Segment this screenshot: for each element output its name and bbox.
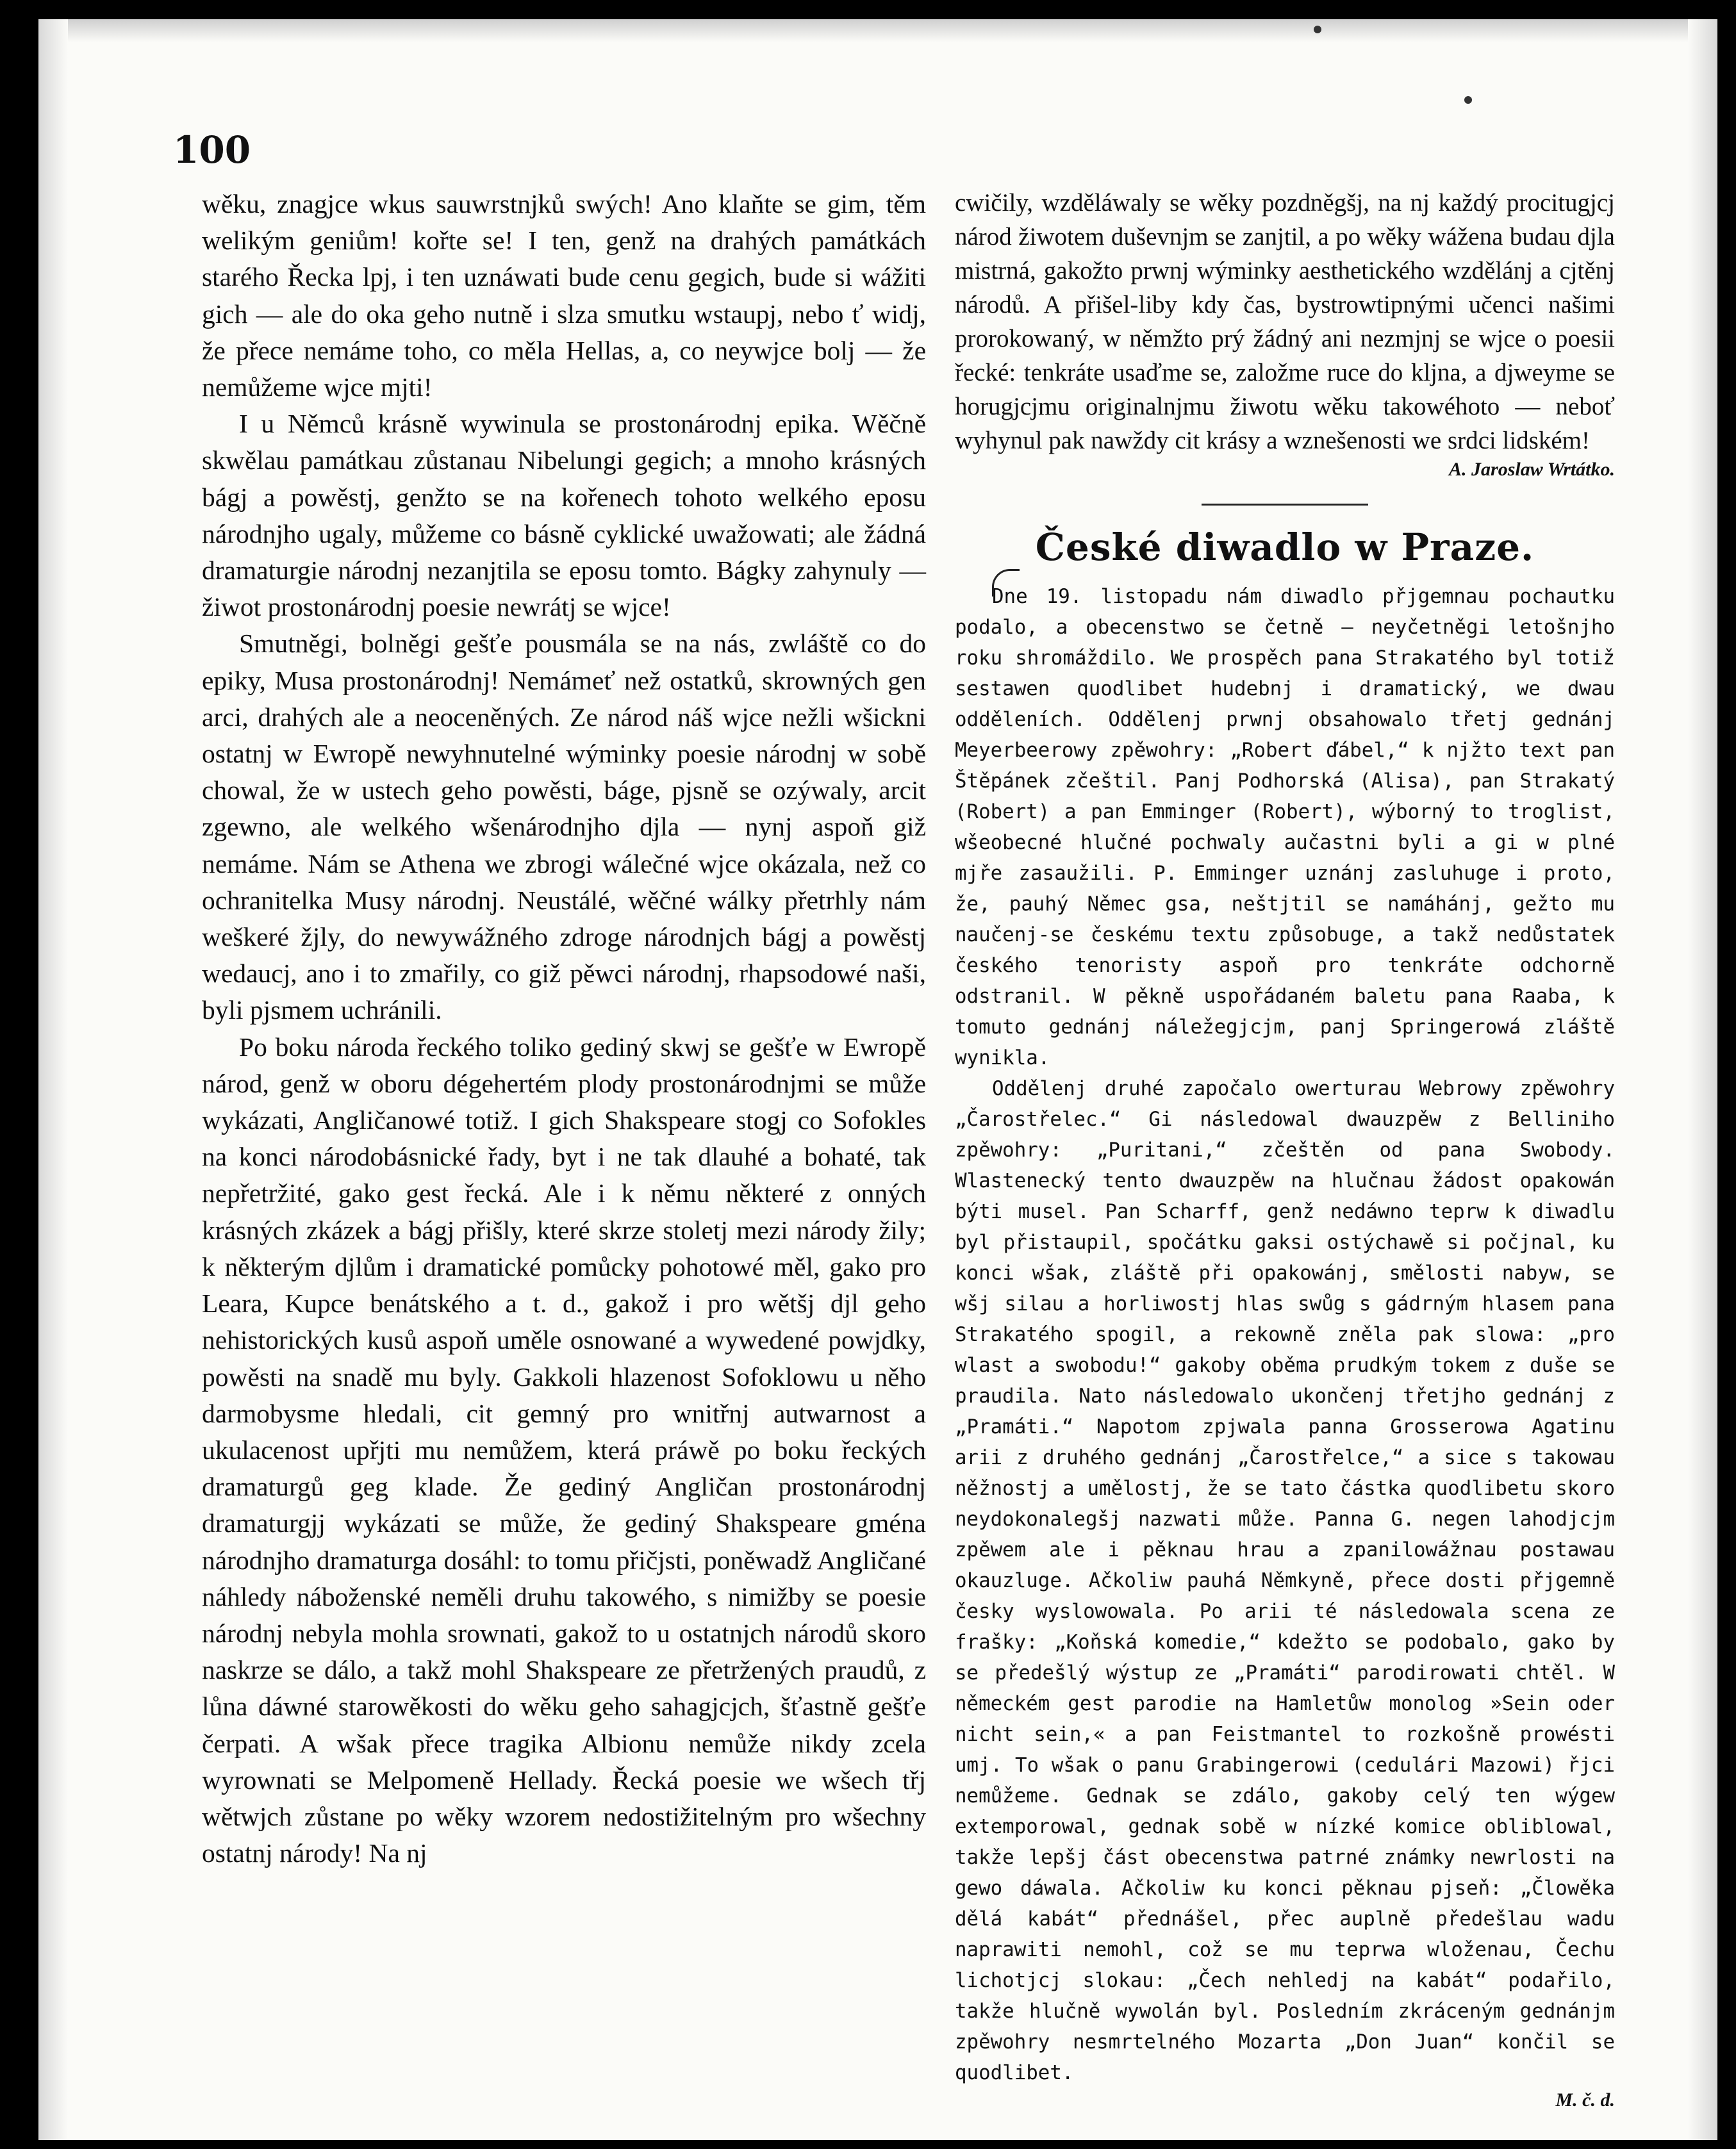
article-heading: České diwadlo w Praze.	[1035, 525, 1535, 569]
article-signature: M. č. d.	[1555, 2089, 1615, 2111]
page-right-edge	[1688, 19, 1717, 2140]
paragraph: wěku, znagjce wkus sauwrstnjků swých! Ano klaňte se gim, těm welikým geniům! kořte se! I ten, genž na drahých památkách starého Řecka lpj, i ten uznáwati bude cenu gegich, bude si wážiti gich — ale do oka geho nutně i slza smutku wstaupj, nebo ť widj, že přece nemáme toho, co měla Hellas, a, co neywjce bolj — že nemůžeme wjce mjti!	[202, 189, 926, 402]
page-top-shadow	[38, 19, 1717, 42]
ink-speck	[1314, 26, 1321, 33]
section-divider	[1202, 504, 1368, 506]
page-sheet	[38, 19, 1717, 2140]
left-column	[202, 186, 926, 1872]
author-signature: A. Jaroslaw Wrtátko.	[1449, 459, 1615, 480]
paragraph: Po boku národa řeckého toliko gediný skwj se gešťe w Ewropě národ, genž w oboru dégehertém plody prostonárodnjmi se může wykázati, Angličanowé totiž. I gich Shakspeare stogj co Sofokles na konci národobásnické řady, byt i ne tak dlauhé a bohaté, tak nepřetržité, gako gest řecká. Ale i k němu některé z onných krásných zkázek a bágj přišly, které skrze stoletj mezi národy žily; k některým djlům i dramatické pomůcky pohotowé měl, gako pro Leara, Kupce benátského a t. d., gakož i pro wětšj djl geho nehistorických kusů aspoň uměle osnowané a wywedené powjdky, powěsti na snadě mu byly. Gakkoli hlazenost Sofoklowu u něho darmobysme hledali, cit gemný pro wnitřnj autwarnost a ukulacenost upřjti mu nemůžem, která práwě po boku řeckých dramaturgů geg klade. Že gediný Angličan prostonárodnj dramaturgjj wykázati se může, že gediný Shakspeare gména národnjho dramaturga dosáhl: to tomu přičjsti, poněwadž Angličané náhledy náboženské neměli druhu takowého, s nimižby se poesie národnj nebyla mohla srownati, gakož to u ostatnjch národů skoro naskrze se dálo, a takž mohl Shakspeare ze přetržených praudů, z lůna dáwné starowěkosti do wěku geho sahagjcjch, šťastně gešťe čerpati. A wšak přece tragika Albionu nemůže nikdy zcela wyrownati se Melpomeně Hellady. Řecká poesie we wšech třj wětwjch zůstane po wěky wzorem nedostižitelným pro wšechny ostatnj národy! Na nj	[202, 1032, 926, 1868]
page-left-edge	[38, 19, 68, 2140]
page-number: 100	[173, 128, 251, 172]
paragraph: Smutněgi, bolněgi gešťe pousmála se na nás, zwláště co do epiky, Musa prostonárodnj! Nemámeť než ostatků, skrowných gen arci, drahých ale a neoceněných. Ze národ náš wjce nežli wšickni ostatnj w Ewropě newyhnutelné wýminky poesie národnj w sobě chowal, že w ustech geho powěsti, báge, pjsně se ozýwaly, arcit zgewno, ale welkého wšenárodnjho djla — nynj aspoň giž nemáme. Nám se Athena we zbrogi wálečné wjce okázala, než co ochranitelka Musy národnj. Neustálé, wěčné wálky přetrhly nám weškeré žjly, do newywážného zdroge národnjch bágj a powěstj wedaucj, ano i to zmařily, co giž pěwci národnj, rhapsodowé naši, byli pjsmem uchránili.	[202, 629, 926, 1025]
article-body	[955, 581, 1615, 2088]
paragraph: Dne 19. listopadu nám diwadlo přjgemnau pochautku podalo, a obecenstwo se četně — neyčetněgi letošnjho roku shromáždilo. We prospěch pana Strakatého byl totiž sestawen quodlibet hudebnj i dramatický, we dwau odděleních. Oddělenj prwnj obsahowalo třetj gednánj Meyerbeerowy zpěwohry: „Robert ďábel,“ k njžto text pan Štěpánek zčeštil. Panj Podhorská (Alisa), pan Strakatý (Robert) a pan Emminger (Robert), wýborný to troglist, wšeobecné hlučné pochwaly aučastni byli a gi w plné mjře zasaužili. P. Emminger uznánj zasluhuge i proto, že, pauhý Němec gsa, neštjtil se namáhánj, gežto mu naučenj-se českému textu způsobuge, a takž nedůstatek českého tenoristy aspoň pro tenkráte odchorně odstranil. W pěkně uspořádaném baletu pana Raaba, k tomuto gednánj náležegjcjm, panj Springerowá zláště wynikla.	[955, 585, 1615, 1069]
ink-speck	[1464, 96, 1472, 104]
paragraph: I u Němců krásně wywinula se prostonárodnj epika. Wěčně skwělau památkau zůstanau Nibelungi gegich; a mnoho krásných bágj a powěstj, genžto se na kořenech tohoto welkého eposu národnjho ugaly, můžeme co básně cyklické uwažowati; ale žádná dramaturgie národnj nezanjtila se eposu tomto. Bágky zahynuly — žiwot prostonárodnj poesie newrátj se wjce!	[202, 409, 926, 622]
right-column	[955, 186, 1615, 2111]
paragraph: Oddělenj druhé započalo owerturau Webrowy zpěwohry „Čarostřelec.“ Gi následowal dwauzpěw z Belliniho zpěwohry: „Puritani,“ zčeštěn od pana Swobody. Wlastenecký tento dwauzpěw na hlučnau žádost opakowán býti musel. Pan Scharff, genž nedáwno teprw k diwadlu byl přistaupil, spočátku gaksi ostýchawě si počjnal, ku konci wšak, zláště při opakowánj, smělosti nabyw, se wšj silau a horliwostj hlas swůg s gádrným hlasem pana Strakatého spogil, a rekowně zněla pak slowa: „pro wlast a swobodu!“ gakoby oběma prudkým tokem z duše se praudila. Nato následowalo ukončenj třetjho gednánj z „Pramáti.“ Napotom zpjwala panna Grosserowa Agatinu arii z druhého gednánj „Čarostřelce,“ a sice s takowau něžnostj a umělostj, že se tato částka quodlibetu skoro neydokonalegšj nazwati může. Panna G. negen lahodjcjm zpěwem ale i pěknau hrau a zpanilowážnau postawau okauzluge. Ačkoliw pauhá Němkyně, přece dosti přjgemně česky wyslowowala. Po arii té následowala scena ze frašky: „Koňská komedie,“ kdežto se podobalo, gako by se předešlý wýstup ze „Pramáti“ parodirowati chtěl. W německém gest parodie na Hamletůw monolog »Sein oder nicht sein,« a pan Feistmantel to rozkošně prowésti umj. To wšak o panu Grabingerowi (cedulári Mazowi) řjci nemůžeme. Gednak se zdálo, gakoby celý ten wýgew extemporowal, gednak sobě w nízké komice obliblowal, takže lepšj část obecenstwa patrné známky newrlosti na gewo dáwala. Ačkoliw ku konci pěknau pjseň: „Člowěka dělá kabát“ přednášel, přec auplně předešlau wadu naprawiti nemohl, což se mu teprwa wloženau, Čechu lichotjcj slokau: „Čech nehledj na kabát“ podařilo, takže hlučně wywolán byl. Posledním zkráceným gednánjm zpěwohry nesmrtelného Mozarta „Don Juan“ končil se quodlibet.	[955, 1077, 1615, 2084]
paragraph: cwičily, wzděláwaly se wěky pozdněgšj, na nj každý procitugjcj národ žiwotem duševnjm se zanjtil, a po wěky wážena budau djla mistrná, gakožto prwnj wýminky aesthetického wzdělánj a cjtěnj národů. A přišel-liby kdy čas, bystrowtipnými učenci našimi prorokowaný, w němžto prý žádný ani nezmjnj se wjce o poesii řecké: tenkráte usaďme se, založme ruce do kljna, a djweyme se horugjcjmu originalnjmu žiwotu wěku takowéhoto — neboť wyhynul pak nawždy cit krásy a wznešenosti we srdci lidském!	[955, 189, 1615, 454]
